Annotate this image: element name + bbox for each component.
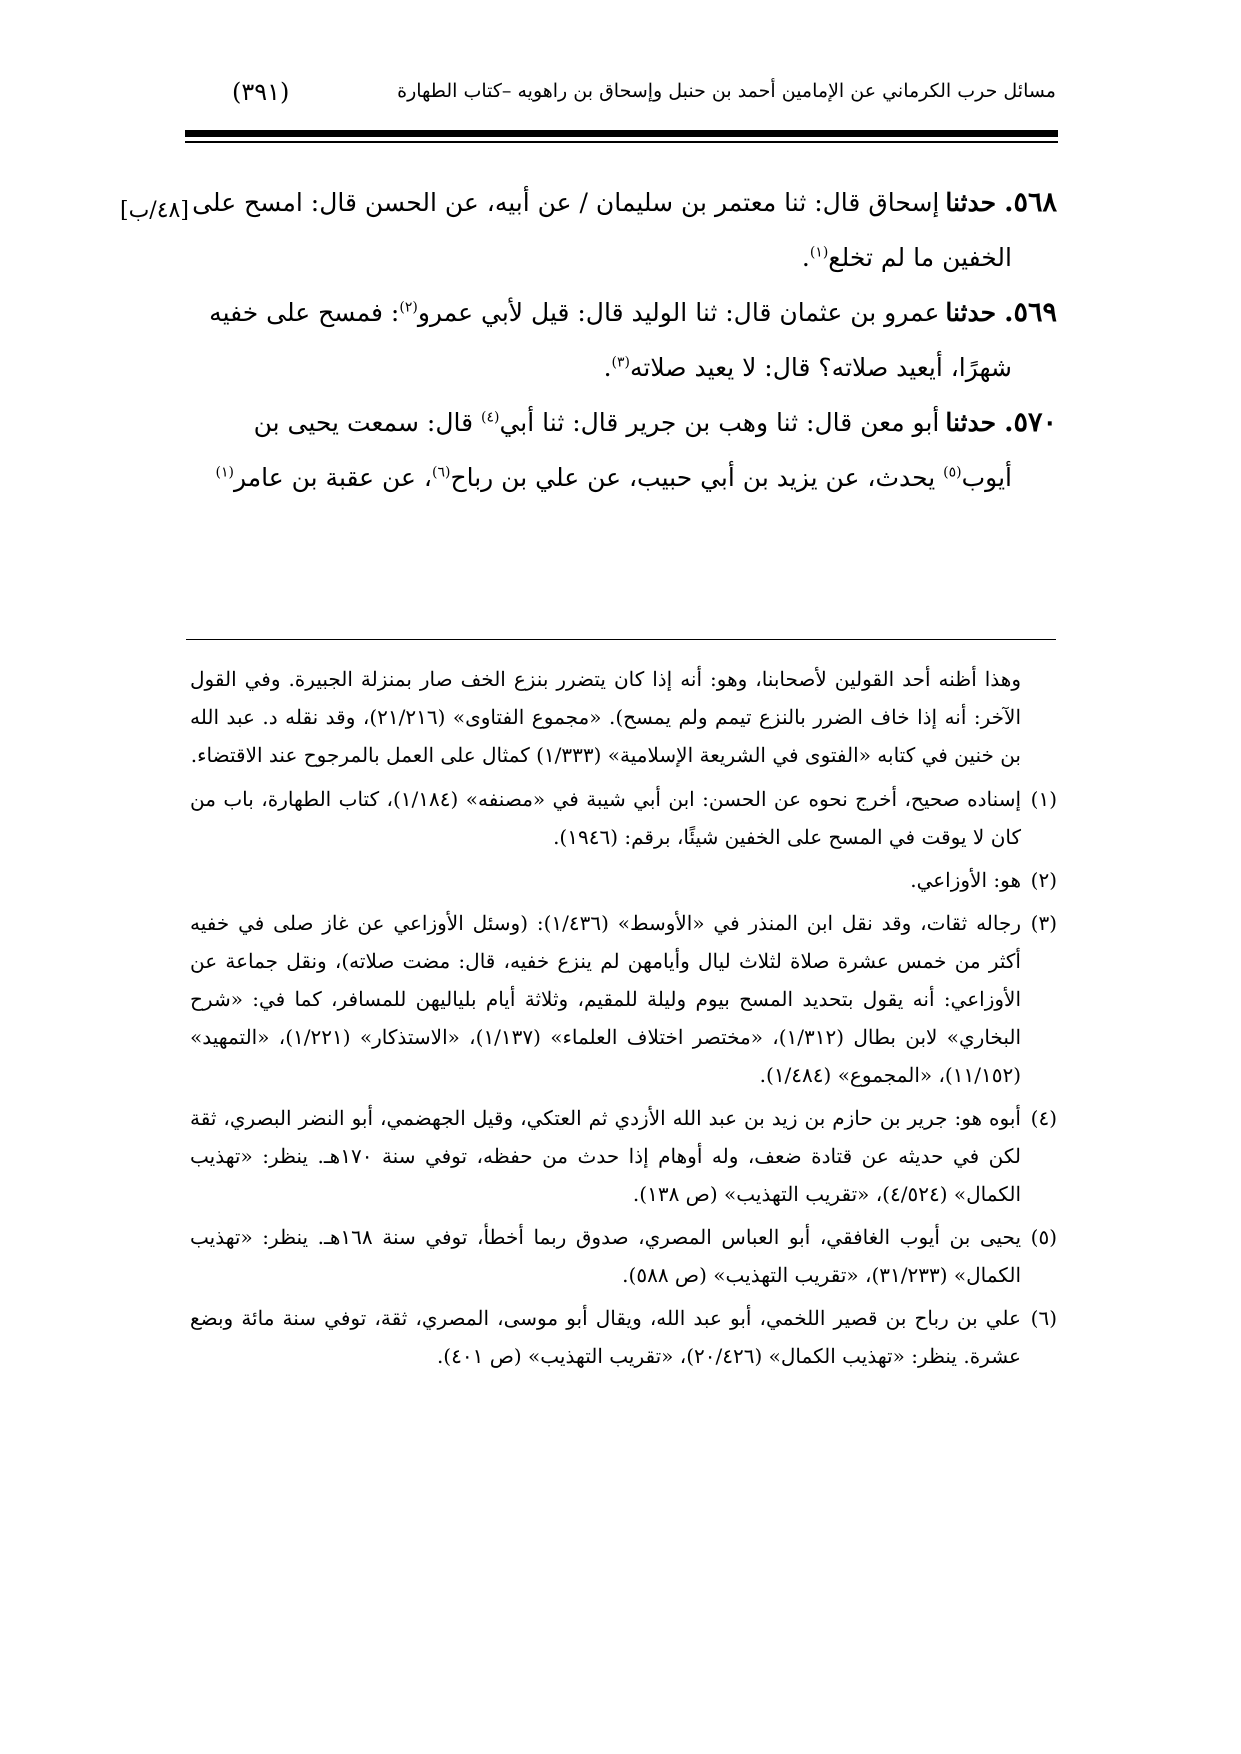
footnote [190,861,1057,899]
footnote-number: (١) [1030,787,1058,811]
entry-number: ٥٧٠. [1004,407,1057,438]
footnote-marker: (٢) [399,299,418,316]
entry-text: : فمسح على خفيه [209,298,400,327]
entry-text: أيوب [961,463,1012,492]
entry-text: عمرو بن عثمان قال: ثنا الوليد قال: قيل لأبي عمرو [417,298,940,327]
footnote-text: علي بن رباح بن قصير اللخمي، أبو عبد الله، ويقال أبو موسى، المصري، ثقة، توفي سنة مائة وبضع عشرة. ينظر: «تهذيب الكمال» (٢٠/٤٢٦)، «تقريب التهذيب» (ص ٤٠١). [190,1306,1021,1368]
entry-568 [190,175,1057,285]
entry-text-continuation [190,340,1057,395]
page-number: (٣٩١) [232,78,290,106]
footnote [190,1218,1057,1294]
footnote-text: يحيى بن أيوب الغافقي، أبو العباس المصري، صدوق ربما أخطأ، توفي سنة ١٦٨هـ. ينظر: «تهذيب الكمال» (٣١/٢٣٣)، «تقريب التهذيب» (ص ٥٨٨). [190,1225,1022,1287]
footnote-number: (٥) [1030,1225,1058,1249]
entry-text: . [603,353,612,382]
page-header [192,80,1056,120]
footnote-text: هو: الأوزاعي. [910,868,1021,892]
footnote [190,904,1057,1094]
entry-text-continuation [190,230,1057,285]
entry-keyword: حدثنا [945,298,997,327]
entry-text: إسحاق قال: ثنا معتمر بن سليمان / عن أبيه، عن الحسن قال: امسح على [192,188,940,217]
entry-text: . [801,243,810,272]
footnote-text: إسناده صحيح، أخرج نحوه عن الحسن: ابن أبي شيبة في «مصنفه» (١/١٨٤)، كتاب الطهارة، باب من كان لا يوقت في المسح على الخفين شيئًا، برقم: (١٩٤٦). [190,787,1022,849]
footnote-text: رجاله ثقات، وقد نقل ابن المنذر في «الأوسط» (١/٤٣٦): (وسئل الأوزاعي عن غاز صلى في خفيه أكثر من خمس عشرة صلاة لثلاث ليال وأيامهن لم ينزع خفيه، قال: مضت صلاته)، ونقل جماعة عن الأوزاعي: أنه يقول بتحديد المسح بيوم وليلة للمقيم، وثلاثة أيام بلياليهن للمسافر، كما في: «شرح البخاري» لابن بطال (١/٣١٢)، «مختصر اختلاف العلماء» (١/١٣٧)، «الاستذكار» (١/٢٢١)، «التمهيد» (١١/١٥٢)، «المجموع» (١/٤٨٤). [190,911,1022,1087]
footnote [190,1299,1057,1375]
entry-text-continuation [190,450,1057,505]
footnote-marker: (٤) [481,409,500,426]
main-text [190,175,1057,505]
entry-570 [190,395,1057,505]
footnote [190,1099,1057,1213]
footnotes [190,660,1057,1380]
footnote-marker: (١) [215,464,234,481]
entry-text: شهرًا، أيعيد صلاته؟ قال: لا يعيد صلاته [630,353,1012,382]
entry-text: يحدث، عن يزيد بن أبي حبيب، عن علي بن رباح [450,463,944,492]
footnote-number: (٦) [1030,1306,1057,1330]
entry-text: ، عن عقبة بن عامر [233,463,432,492]
running-title: مسائل حرب الكرماني عن الإمامين أحمد بن حنبل وإسحاق بن راهويه –كتاب الطهارة [397,80,1056,102]
header-rule-thin [185,141,1058,143]
entry-569 [190,285,1057,395]
footnote-marker: (٦) [431,464,451,481]
footnote-marker: (١) [809,244,829,261]
manuscript-folio-reference: [٤٨/ب] [120,198,189,223]
footnote-number: (٤) [1030,1106,1057,1130]
footnote-continuation: وهذا أظنه أحد القولين لأصحابنا، وهو: أنه إذا كان يتضرر بنزع الخف صار بمنزلة الجبيرة. وفي القول الآخر: أنه إذا خاف الضرر بالنزع تيمم ولم يمسح). «مجموع الفتاوى» (٢١/٢١٦)، وقد نقله د. عبد الله بن خنين في كتابه «الفتوى في الشريعة الإسلامية» (١/٣٣٣) كمثال على العمل بالمرجوح عند الاقتضاء. [190,667,1022,767]
footnote-text: أبوه هو: جرير بن حازم بن زيد بن عبد الله الأزدي ثم العتكي، وقيل الجهضمي، أبو النضر البصري، ثقة لكن في حديثه عن قتادة ضعف، وله أوهام إذا حدث من حفظه، توفي سنة ١٧٠هـ. ينظر: «تهذيب الكمال» (٤/٥٢٤)، «تقريب التهذيب» (ص ١٣٨). [190,1106,1022,1206]
entry-text: قال: سمعت يحيى بن [253,408,481,437]
entry-number: ٥٦٩. [1004,297,1057,328]
footnote-separator [186,639,1056,640]
entry-text: أبو معن قال: ثنا وهب بن جرير قال: ثنا أبي [499,408,940,437]
entry-text: الخفين ما لم تخلع [828,243,1012,272]
footnote-marker: (٥) [943,464,962,481]
header-rule-thick [185,130,1058,137]
footnote [190,780,1057,856]
entry-keyword: حدثنا [945,188,997,217]
footnote-marker: (٣) [611,354,631,371]
entry-keyword: حدثنا [945,408,997,437]
footnote-number: (٣) [1030,911,1057,935]
entry-number: ٥٦٨. [1004,187,1057,218]
footnote-number: (٢) [1030,868,1057,892]
